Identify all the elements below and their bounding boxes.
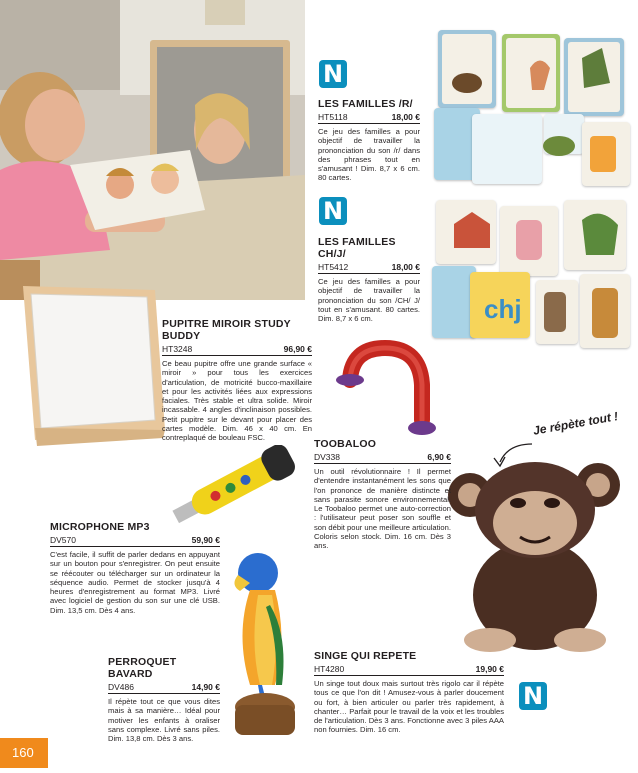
product-price: 18,00 €	[391, 262, 420, 272]
product-price: 19,90 €	[475, 664, 504, 674]
product-perroquet	[108, 656, 220, 743]
product-ref: HT5412	[318, 262, 349, 272]
page-number: 160	[0, 738, 48, 768]
product-price: 96,90 €	[283, 344, 312, 354]
mirror-desk-image	[15, 280, 165, 450]
product-meta	[108, 682, 220, 694]
monkey-image	[440, 455, 630, 655]
product-meta	[314, 664, 504, 676]
product-ref: HT3248	[162, 344, 193, 354]
product-title: SINGE QUI REPETE	[314, 650, 417, 662]
callout-text: Je répète tout !	[532, 409, 620, 438]
product-meta	[318, 262, 420, 274]
product-title: LES FAMILLES /R/	[318, 98, 413, 110]
product-price: 18,00 €	[391, 112, 420, 122]
product-title: TOOBALOO	[314, 438, 377, 450]
product-ref: DV570	[50, 535, 76, 545]
product-meta	[314, 452, 451, 464]
product-description: Ce jeu des familles a pour objectif de travailler la prononciation du son /CH/ J/ tout en s'amusant. 80 cartes. Dim. 8,7 x 6 cm.	[318, 277, 420, 324]
product-microphone	[50, 521, 220, 615]
product-price: 59,90 €	[191, 535, 220, 545]
product-description: C'est facile, il suffit de parler dedans en appuyant sur un bouton pour s'enregistrer. On peut ensuite se réécouter ou télécharger sur un ordinateur la séquence audio. Permet de stocker jusqu'à 4 heures d'enregistrement au format MP3. Livré avec logiciel de gestion du son sur une clé USB. Dim. 13,5 cm. Dès 4 ans.	[50, 550, 220, 615]
product-meta	[50, 535, 220, 547]
product-ref: HT5118	[318, 112, 348, 122]
product-ref: DV486	[108, 682, 134, 692]
product-description: Ce jeu des familles a pour objectif de travailler la prononciation du son /r/ dans des phrases tout en s'amusant ! Dim. 8,7 x 6 cm. 80 cartes.	[318, 127, 420, 183]
product-price: 6,90 €	[427, 452, 451, 462]
product-description: Un singe tout doux mais surtout très rigolo car il répète tous ce que l'on dit ! Amusez-vous à parler doucement ou fort, à bien articuler ou parler très rapidement, à chanter… Parfait pour le travail de la voix et les troubles de l'articulation. Dès 3 ans. Fonctionne avec 3 piles AAA non fournies. Dim. 16 cm.	[314, 679, 504, 735]
product-toobaloo	[314, 438, 451, 551]
new-badge-icon: N	[519, 682, 547, 710]
product-description: Il répète tout ce que vous dites mais à sa manière… Idéal pour motiver les enfants à oraliser sans complexe. Livré sans piles. Dim. 13,8 cm. Dès 3 ans.	[108, 697, 220, 744]
product-pupitre	[162, 318, 312, 443]
product-meta	[162, 344, 312, 356]
product-meta	[318, 112, 420, 124]
product-price: 14,90 €	[191, 682, 220, 692]
product-familles-ch	[318, 236, 420, 323]
callout-arrow-icon	[488, 440, 538, 470]
product-title: LES FAMILLES CH/J/	[318, 236, 396, 260]
product-title: PERROQUET BAVARD	[108, 656, 177, 680]
card-game-r-image	[432, 28, 632, 188]
product-familles-r	[318, 98, 420, 183]
product-title: MICROPHONE MP3	[50, 521, 150, 533]
card-game-ch-image	[432, 200, 632, 350]
parrot-image	[220, 545, 310, 745]
toobaloo-image	[330, 340, 440, 445]
product-ref: HT4280	[314, 664, 345, 674]
new-badge-icon: N	[319, 60, 347, 88]
svg-text:chj: chj	[484, 294, 522, 324]
product-description: Ce beau pupitre offre une grande surface « miroir » pour tous les exercices d'articulation, de motricité bucco-maxillaire et pour les activités liées aux expressions faciales. Très stable et ultra solide. Miroir incassable. 4 angles d'inclinaison possibles. Petit pupitre sur le devant pour placer des cartes modèle. Dim. 46 x 40 cm. En contreplaqué de bouleau FSC.	[162, 359, 312, 443]
new-badge-icon: N	[319, 197, 347, 225]
product-description: Un outil révolutionnaire ! Il permet d'entendre instantanément les sons que l'on prononce de manière distincte et sans parasite sonore environnemental. Le Toobaloo permet une auto-correction : l'utilisateur peut poser son souffle et son débit pour une meilleure articulation. Coloris selon stock. Dim. 16 cm. Dès 3 ans.	[314, 467, 451, 551]
product-ref: DV338	[314, 452, 340, 462]
product-singe	[314, 650, 504, 735]
product-title: PUPITRE MIROIR STUDY BUDDY	[162, 318, 291, 342]
photo-child-mirror	[0, 0, 305, 300]
